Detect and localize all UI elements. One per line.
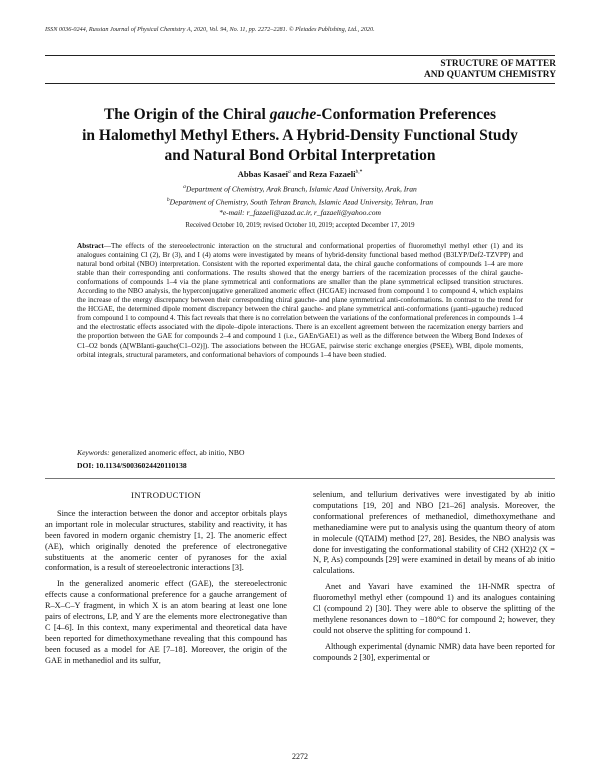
- author-email: *e-mail: r_fazaeli@azad.ac.ir, r_fazaeli@yahoo.com: [218, 208, 382, 217]
- journal-header: ISSN 0036-0244, Russian Journal of Physical Chemistry A, 2020, Vol. 94, No. 11, pp. 2272–2281. © Pleiades Publishing, Ltd., 2020.: [45, 26, 375, 33]
- page-number: 2272: [292, 752, 308, 761]
- right-column: [313, 490, 555, 668]
- abstract-label: Abstract: [77, 242, 104, 250]
- header-rule: [45, 55, 555, 56]
- section-heading-introduction: INTRODUCTION: [130, 490, 202, 500]
- section-line-2: AND QUANTUM CHEMISTRY: [424, 70, 556, 80]
- title-line-2: in Halomethyl Methyl Ethers. A Hybrid-Density Functional Study: [82, 126, 518, 144]
- authors: Abbas Kasaei$^a$ and Reza Fazaeli$^{b,*}$: [237, 169, 363, 179]
- affiliation-b: $^b$Department of Chemistry, South Tehran Branch, Islamic Azad University, Tehran, Iran: [166, 197, 434, 207]
- abstract-text: —The effects of the stereoelectronic interaction on the structural and conformational properties of fluoromethyl methyl ether (1) and its analogues containing Cl (2), Br (3), and I (4) atoms were investigated by means of hybrid-density functional based method (B3LYP/Def2-TZVPP) and natural bond orbital (NBO) interpretation. Consistent with the reported experimental data, the chiral gauche conformations of compounds 1–4 are more stable than their corresponding anti conformations. The results showed that the energy barriers of the racemization processes of the chiral gauche-conformations of compounds 1–4 via the plane symmetrical anti conformations are smaller than the plane symmetrical eclipsed transition structures. According to the NBO analysis, the hyperconjugative generalized anomeric effect (HCGAE) increased from compound 1 to compound 4, which explains the increase of the energy discrepancy between their corresponding chiral gauche- and plane symmetrical anti-conformations. In contrast to the trend for the HCGAE, the determined dipole moment discrepancy between the chiral gauche- and plane symmetrical anti-conformations (μanti–μgauche) reduced from compound 1 to compound 4. This fact reveals that there is no correlation between the variations of the conformational preferences in compounds 1–4 and the electrostatic effects associated with the dipole–dipole interactions. There is an excellent agreement between the racemization energy barriers and the proportion between the GAE for compounds 2–4 and compound 1 (i.e., GAEn/GAE1) as well as the difference between the Wiberg Bond Indexes of C1–O2 bonds (Δ[WBIanti-gauche(C1–O2)]). The associations between the HCGAE, pairwise steric exchange energies (PSEE), WBI, dipole moments, orbital integrals, structural parameters, and conformational behaviors of compounds 1–4 have been studied.: [77, 242, 523, 359]
- abstract: [77, 242, 523, 360]
- paper-title: [45, 105, 555, 167]
- paragraph: Anet and Yavari have examined the 1H-NMR spectra of fluoromethyl methyl ether (compound 1) and its analogues containing Cl (compound 2) [30]. They were able to observe the splitting of the methylene resonances down to −180°C for compound 2; however, they could not observe the splitting for compound 1.: [313, 582, 555, 635]
- title-line-1: The Origin of the Chiral gauche-Conformation Preferences: [103, 106, 497, 123]
- paragraph: In the generalized anomeric effect (GAE), the stereoelectronic effects cause a conformational preference for a gauche arrangement of R–X–C–Y fragment, in which X is an atom bearing at least one lone pairs of electrons, LP, and Y are the elements more electronegative than C [4–6]. In this context, many experimental and theoretical data have been reported for dimethoxymethane revealing that this compound has been focused as a model for AE [7–18]. Moreover, the origin of the GAE in methanediol and its sulfur,: [45, 579, 287, 665]
- received-dates: Received October 10, 2019; revised October 10, 2019; accepted December 17, 2019: [185, 222, 415, 229]
- author-1: Abbas Kasaei: [237, 169, 289, 179]
- body-separator: [45, 478, 555, 479]
- author-2: Reza Fazaeli: [308, 169, 356, 179]
- keywords: Keywords: generalized anomeric effect, ab initio, NBO: [77, 448, 245, 457]
- left-column: [45, 490, 287, 671]
- section-line-1: STRUCTURE OF MATTER: [440, 59, 556, 69]
- paragraph: selenium, and tellurium derivatives were investigated by ab initio computations [19, 20] and NBO [21–26] analysis. Moreover, the conformational preferences of methanediol, dimethoxymethane and methanediamine were put to analysis using the quantum theory of atom in molecule (QTAIM) method [27, 28]. Besides, the NBO analysis was done for investigating the conformational stability of CH2 (XH2)2 (X = N, P, As) compounds [29] were examined in detail by means of ab initio calculations.: [313, 490, 555, 576]
- affiliation-a: $^a$Department of Chemistry, Arak Branch, Islamic Azad University, Arak, Iran: [183, 184, 417, 194]
- title-line-3: and Natural Bond Orbital Interpretation: [164, 147, 436, 164]
- paragraph: Although experimental (dynamic NMR) data have been reported for compounds 2 [30], experimental or: [313, 641, 555, 662]
- paragraph: Since the interaction between the donor and acceptor orbitals plays an important role in molecular structures, stability and reactivity, it has been favored in modern organic chemistry [1, 2]. The anomeric effect (AE), which originally denoted the preference of electronegative substituents at the anomeric center of pyranoses for the axial conformation, is a result of stereoelectronic interactions [3].: [45, 508, 287, 573]
- doi: DOI: 10.1134/S0036024420110138: [77, 461, 187, 470]
- section-rule: [45, 83, 555, 84]
- section-label: [356, 59, 556, 81]
